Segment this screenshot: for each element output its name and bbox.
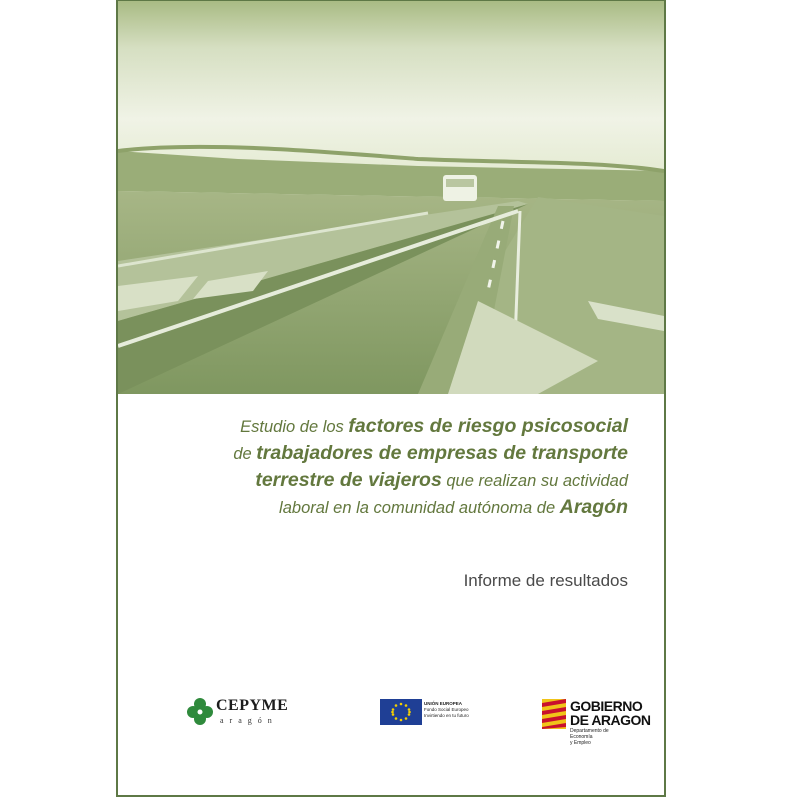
document-cover bbox=[116, 0, 666, 797]
eu-flag-icon bbox=[380, 699, 422, 725]
title-emphasis: factores de riesgo psicosocial bbox=[348, 415, 628, 437]
document-subtitle: Informe de resultados bbox=[463, 571, 628, 590]
cepyme-logo bbox=[186, 697, 296, 733]
clover-icon bbox=[186, 697, 214, 727]
title-text: laboral en la comunidad autónoma de bbox=[279, 499, 560, 517]
title-text: que realizan su actividad bbox=[441, 472, 628, 490]
document-title bbox=[148, 413, 628, 521]
cepyme-sub: aragón bbox=[220, 716, 278, 725]
aragon-shield-icon bbox=[542, 699, 566, 729]
gobierno-text: GOBIERNO DE ARAGON bbox=[570, 698, 651, 728]
eu-text: UNIÓN EUROPEA Fondo Social Europeo Invirtiendo en tu futuro bbox=[424, 701, 469, 718]
cepyme-name: CEPYME bbox=[216, 697, 289, 714]
title-text: de bbox=[233, 445, 257, 463]
title-emphasis: trabajadores de empresas de transporte bbox=[256, 442, 628, 464]
gobierno-aragon-logo bbox=[542, 698, 662, 746]
title-emphasis: terrestre de viajeros bbox=[255, 469, 442, 491]
title-emphasis: Aragón bbox=[559, 496, 628, 518]
gobierno-sub: Departamento de Economía y Empleo bbox=[570, 728, 609, 746]
road-photo bbox=[118, 1, 664, 394]
title-text: Estudio de los bbox=[240, 418, 349, 436]
eu-logo bbox=[380, 699, 480, 729]
